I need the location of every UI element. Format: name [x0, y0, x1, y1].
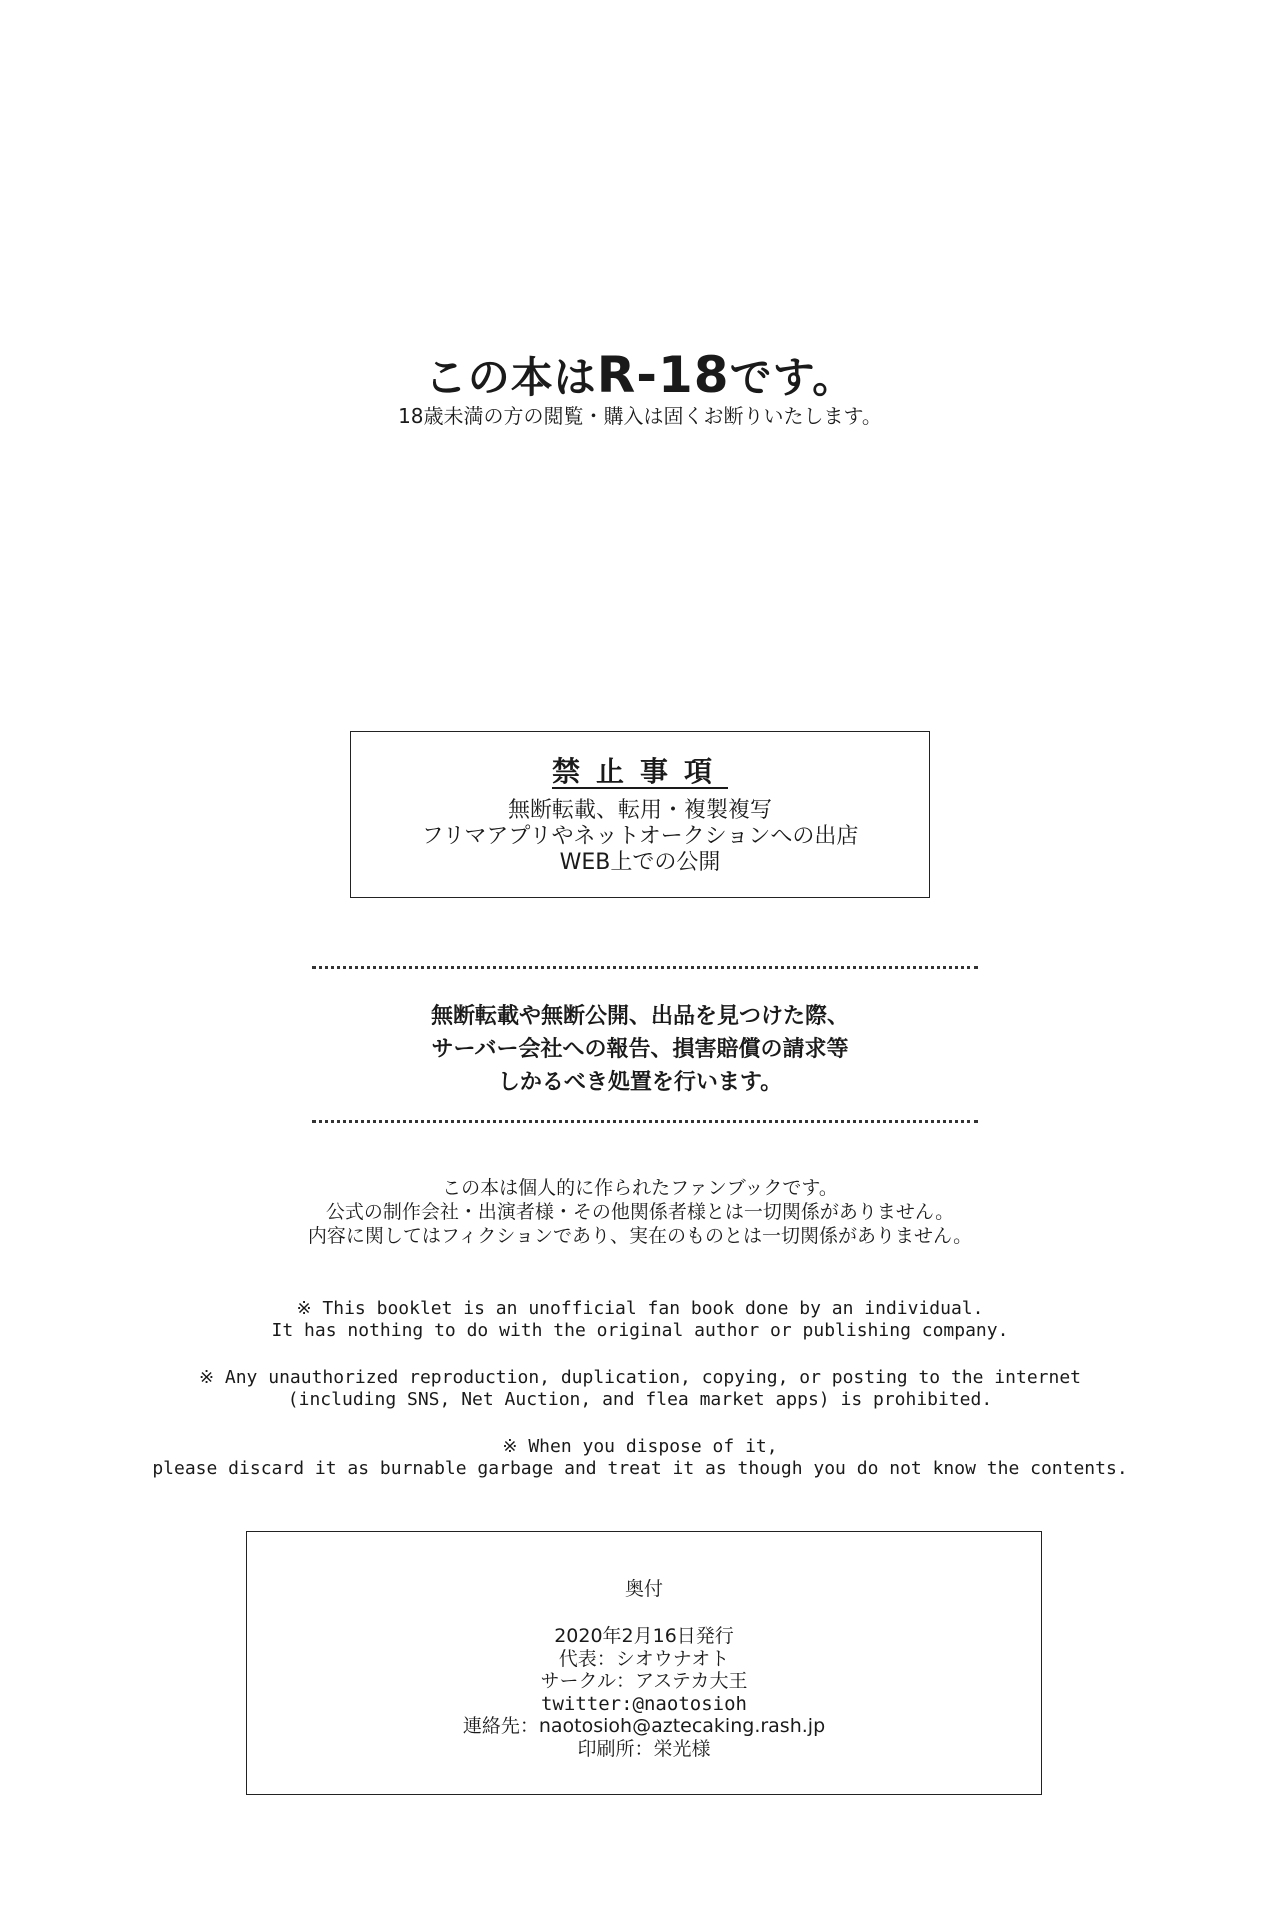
disclaimer-en-line: please discard it as burnable garbage and treat it as though you do not know the contents.: [152, 1458, 1128, 1479]
disclaimer-jp-line: 公式の制作会社・出演者様・その他関係者様とは一切関係がありません。: [325, 1201, 955, 1223]
disclaimer-en-line: ※ Any unauthorized reproduction, duplication, copying, or posting to the internet: [198, 1367, 1082, 1388]
warning-block: [0, 1000, 1280, 1099]
rating-label: R-18: [596, 346, 730, 404]
disclaimer-en-note2: [0, 1367, 1280, 1411]
colophon-printer: 印刷所：栄光様: [577, 1737, 711, 1760]
colophon-twitter: twitter:@naotosioh: [541, 1692, 747, 1715]
disclaimer-en-line: (including SNS, Net Auction, and flea market apps) is prohibited.: [287, 1389, 993, 1410]
disclaimer-en-note1: [0, 1298, 1280, 1342]
disclaimer-en-line: It has nothing to do with the original author or publishing company.: [271, 1320, 1009, 1341]
disclaimer-en-line: ※ When you dispose of it,: [502, 1436, 778, 1457]
dotted-divider-bottom: [312, 1120, 978, 1123]
disclaimer-jp: [0, 1176, 1280, 1248]
prohibited-item: 無断転載、転用・複製複写: [507, 798, 772, 823]
disclaimer-jp-line: この本は個人的に作られたファンブックです。: [442, 1177, 838, 1199]
rating-title-suffix: です。: [729, 353, 856, 402]
prohibited-list: [351, 798, 929, 876]
prohibited-item: WEB上での公開: [559, 850, 721, 875]
prohibited-box: [350, 731, 930, 898]
warning-line: サーバー会社への報告、損害賠償の請求等: [431, 1037, 849, 1062]
disclaimer-en-note3: [0, 1436, 1280, 1480]
warning-line: しかるべき処置を行います。: [497, 1070, 783, 1095]
warning-line: 無断転載や無断公開、出品を見つけた際、: [430, 1004, 849, 1029]
colophon-title: 奥付: [624, 1578, 663, 1600]
dotted-divider-top: [312, 966, 978, 969]
colophon-representative: 代表：シオウナオト: [558, 1647, 730, 1670]
prohibited-item: フリマアプリやネットオークションへの出店: [421, 824, 859, 849]
prohibited-heading: 禁止事項: [551, 755, 728, 788]
rating-title: [0, 345, 1280, 405]
disclaimer-jp-line: 内容に関してはフィクションであり、実在のものとは一切関係がありません。: [307, 1225, 973, 1247]
disclaimer-en-line: ※ This booklet is an unofficial fan book done by an individual.: [296, 1298, 984, 1319]
colophon-circle: サークル：アステカ大王: [540, 1670, 748, 1692]
colophon-list: [247, 1625, 1041, 1760]
rating-title-prefix: この本は: [424, 353, 597, 402]
colophon-contact: 連絡先：naotosioh@aztecaking.rash.jp: [462, 1715, 826, 1737]
colophon-issue-date: 2020年2月16日発行: [554, 1625, 734, 1647]
rating-subtitle: 18歳未満の方の閲覧・購入は固くお断りいたします。: [398, 404, 882, 428]
colophon-box: [246, 1531, 1042, 1795]
